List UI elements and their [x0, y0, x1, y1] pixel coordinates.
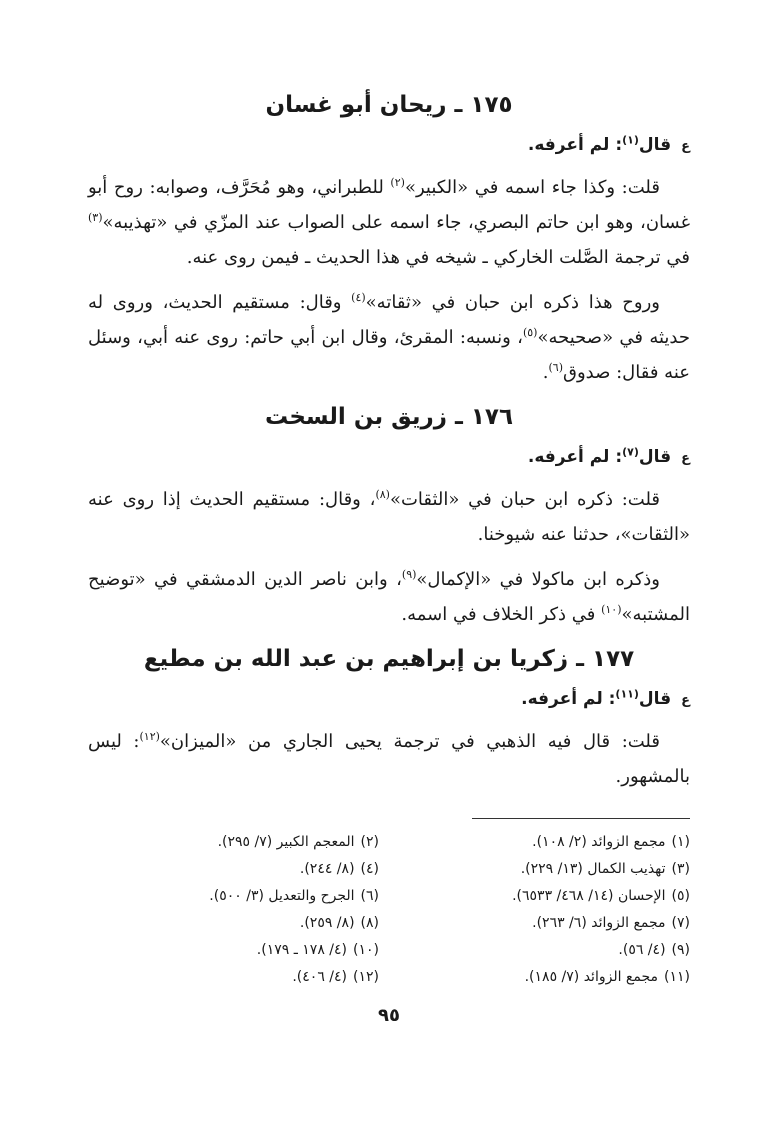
text-run: : ليس بالمشهور. — [88, 731, 690, 787]
footnote — [88, 964, 379, 991]
footnote — [399, 856, 690, 883]
text-run: قلت: قال فيه الذهبي في ترجمة يحيى الجاري من «الميزان» — [159, 731, 660, 752]
footnote-text: مجمع الزوائد (٧/ ١٨٥). — [524, 969, 659, 985]
paragraph — [88, 285, 690, 390]
qal-line — [88, 684, 690, 716]
qal-text: : لم أعرفه. — [527, 135, 623, 155]
footnote-number: (١١) — [664, 969, 690, 985]
footnote-number: (٣) — [671, 861, 690, 877]
footnote-ref[interactable]: (١٠) — [601, 603, 622, 616]
footnote-number: (١) — [671, 834, 690, 850]
paragraph — [88, 562, 690, 632]
footnote-text: مجمع الزوائد (٦/ ٢٦٣). — [532, 915, 666, 931]
footnote-ref[interactable]: (٣) — [88, 211, 103, 224]
text-run: في ذكر الخلاف في اسمه. — [401, 604, 602, 625]
text-run: للطبراني، وهو مُحَرَّف، وصوابه: روح أبو غسان، وهو ابن حاتم البصري، جاء اسمه على الصواب عند المزّي في «تهذيبه» — [88, 177, 690, 233]
text-run: قلت: ذكره ابن حبان في «الثقات» — [389, 489, 661, 510]
footnote-number: (٩) — [671, 942, 690, 958]
qal-word: قال — [638, 447, 672, 467]
footnote-text: (٨/ ٢٥٩). — [299, 915, 355, 931]
entry-heading: ١٧٧ ـ زكريا بن إبراهيم بن عبد الله بن مطيع — [143, 646, 635, 672]
footnotes — [88, 829, 690, 991]
footnote — [399, 883, 690, 910]
qal-line — [88, 130, 690, 162]
footnote-text: (٤/ ٤٠٦). — [292, 969, 348, 985]
qal-line — [88, 442, 690, 474]
footnote-number: (١٠) — [353, 942, 379, 958]
bullet-marker: ع — [681, 451, 690, 466]
footnote-ref[interactable]: (٢) — [390, 176, 405, 189]
footnote-ref[interactable]: (١) — [622, 133, 639, 147]
footnote — [88, 829, 379, 856]
qal-word: قال — [638, 689, 672, 709]
bullet-marker: ع — [681, 693, 690, 708]
footnote-text: (٤/ ٥٦). — [618, 942, 666, 958]
footnote-text: تهذيب الكمال (١٣/ ٢٢٩). — [520, 861, 666, 877]
bullet-marker: ع — [681, 139, 690, 154]
text-run: وذكره ابن ماكولا في «الإكمال» — [416, 569, 660, 590]
text-run: قلت: وكذا جاء اسمه في «الكبير» — [404, 177, 660, 198]
text-run: ، ونسبه: المقرئ، وقال ابن أبي حاتم: روى عنه أبي، وسئل عنه فقال: صدوق — [88, 327, 690, 383]
footnote-text: (٤/ ١٧٨ ـ ١٧٩). — [256, 942, 348, 958]
footnote-text: المعجم الكبير (٧/ ٢٩٥). — [217, 834, 355, 850]
footnote-ref[interactable]: (١٢) — [139, 730, 160, 743]
footnote-divider — [472, 818, 690, 819]
footnote-number: (١٢) — [353, 969, 379, 985]
qal-text: : لم أعرفه. — [527, 447, 623, 467]
footnote-text: مجمع الزوائد (٢/ ١٠٨). — [532, 834, 666, 850]
text-run: . — [542, 362, 549, 383]
paragraph — [88, 724, 690, 794]
paragraph — [88, 482, 690, 552]
footnote — [88, 883, 379, 910]
footnote-number: (٤) — [360, 861, 379, 877]
footnote — [88, 937, 379, 964]
text-run: وروح هذا ذكره ابن حبان في «ثقاته» — [365, 292, 660, 313]
footnote-text: (٨/ ٢٤٤). — [299, 861, 355, 877]
footnote-number: (٨) — [360, 915, 379, 931]
text-run: وقال: مستقيم الحديث، وروى له حديثه في «صحيحه» — [88, 292, 690, 348]
footnote-number: (٦) — [360, 888, 379, 904]
footnote-ref[interactable]: (٩) — [401, 568, 417, 581]
footnote — [88, 910, 379, 937]
text-run: في ترجمة الصَّلت الخاركي ـ شيخه في هذا الحديث ـ فيمن روى عنه. — [186, 247, 690, 268]
footnote-ref[interactable]: (٦) — [548, 361, 563, 374]
footnote — [399, 937, 690, 964]
footnote-number: (٧) — [671, 915, 690, 931]
footnote-ref[interactable]: (٨) — [375, 488, 390, 501]
footnote-text: الإحسان (١٤/ ٤٦٨/ ٦٥٣٣). — [512, 888, 666, 904]
entry-heading: ١٧٥ ـ ريحان أبو غسان — [265, 92, 513, 118]
page-number: ٩٥ — [378, 1005, 400, 1026]
footnote-number: (٥) — [671, 888, 690, 904]
footnote-ref[interactable]: (٤) — [351, 291, 366, 304]
qal-word: قال — [638, 135, 672, 155]
footnote — [88, 856, 379, 883]
footnote-text: الجرح والتعديل (٣/ ٥٠٠). — [209, 888, 355, 904]
footnote — [399, 910, 690, 937]
text-run: ، وابن ناصر الدين الدمشقي في «توضيح المشتبه» — [88, 569, 690, 625]
footnote — [399, 829, 690, 856]
footnote-ref[interactable]: (٥) — [522, 326, 538, 339]
entry-heading: ١٧٦ ـ زريق بن السخت — [264, 404, 514, 430]
qal-text: : لم أعرفه. — [521, 689, 616, 709]
paragraph — [88, 170, 690, 275]
text-run: ، وقال: مستقيم الحديث إذا روى عنه «الثقات»، حدثنا عنه شيوخنا. — [88, 489, 690, 545]
footnote — [399, 964, 690, 991]
footnote-ref[interactable]: (٧) — [622, 445, 639, 459]
footnote-number: (٢) — [360, 834, 379, 850]
footnote-ref[interactable]: (١١) — [615, 687, 639, 701]
